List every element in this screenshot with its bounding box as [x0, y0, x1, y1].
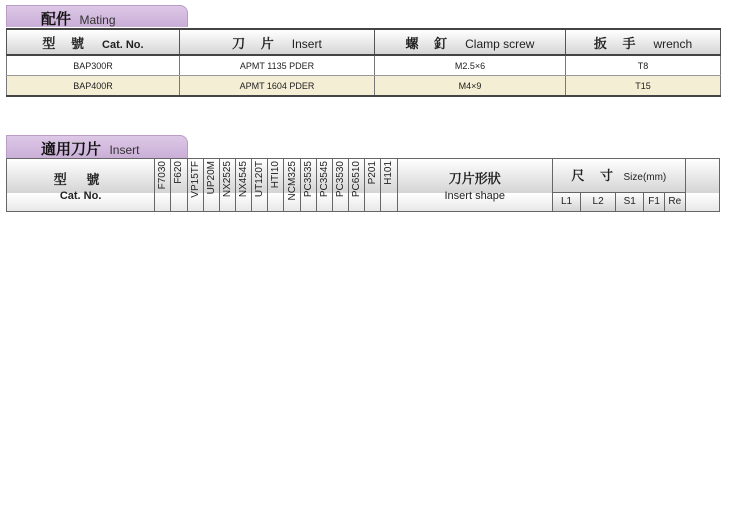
mating-cell: BAP300R [7, 55, 180, 76]
table-row [7, 55, 721, 76]
mating-header-screw: 螺 釘 Clamp screw [375, 29, 566, 55]
insert-header-size: 尺 寸 Size(mm) [553, 159, 686, 193]
mating-cell: T15 [566, 76, 721, 97]
insert-table [6, 158, 720, 212]
mating-cell: BAP400R [7, 76, 180, 97]
table-row [7, 76, 721, 97]
grade-header: P201 [365, 159, 381, 212]
insert-section-tab [6, 135, 188, 159]
insert-header-row [7, 159, 720, 193]
size-col-header: S1 [616, 192, 644, 211]
mating-cell: APMT 1604 PDER [180, 76, 375, 97]
mating-header-row [7, 29, 721, 55]
insert-tab-title-zh: 適用刀片 [41, 141, 102, 158]
grade-header: UP20M [203, 159, 219, 212]
insert-header-shape: 刀片形狀 Insert shape [397, 159, 552, 212]
grade-header: NCM325 [284, 159, 300, 212]
grade-header: NX4545 [235, 159, 251, 212]
mating-tab-title-zh: 配件 [41, 11, 72, 28]
grade-header: PC3530 [332, 159, 348, 212]
grade-header: H101 [381, 159, 397, 212]
mating-section-tab [6, 5, 188, 27]
size-col-header: L2 [581, 192, 616, 211]
mating-cell: APMT 1135 PDER [180, 55, 375, 76]
mating-cell: M4×9 [375, 76, 566, 97]
grade-header: PC3545 [316, 159, 332, 212]
insert-header-cat: 型 號 Cat. No. [7, 159, 155, 212]
mating-header-insert: 刀 片 Insert [180, 29, 375, 55]
mating-cell: M2.5×6 [375, 55, 566, 76]
insert-header-brand [685, 159, 719, 212]
grade-header: PC3535 [300, 159, 316, 212]
mating-tab-title-en: Mating [79, 13, 116, 27]
grade-header: NX2525 [219, 159, 235, 212]
grade-header: HTI10 [268, 159, 284, 212]
mating-header-wrench: 扳 手 wrench [566, 29, 721, 55]
mating-header-cat: 型 號 Cat. No. [7, 29, 180, 55]
size-col-header: F1 [644, 192, 665, 211]
grade-header: F620 [171, 159, 187, 212]
grade-header: F7030 [155, 159, 171, 212]
size-col-header: L1 [553, 192, 581, 211]
grade-header: PC6510 [349, 159, 365, 212]
grade-header: UT120T [252, 159, 268, 212]
mating-table [6, 28, 721, 97]
mating-cell: T8 [566, 55, 721, 76]
insert-tab-title-en: Insert [109, 143, 140, 157]
grade-header: VP15TF [187, 159, 203, 212]
size-col-header: Re [664, 192, 685, 211]
